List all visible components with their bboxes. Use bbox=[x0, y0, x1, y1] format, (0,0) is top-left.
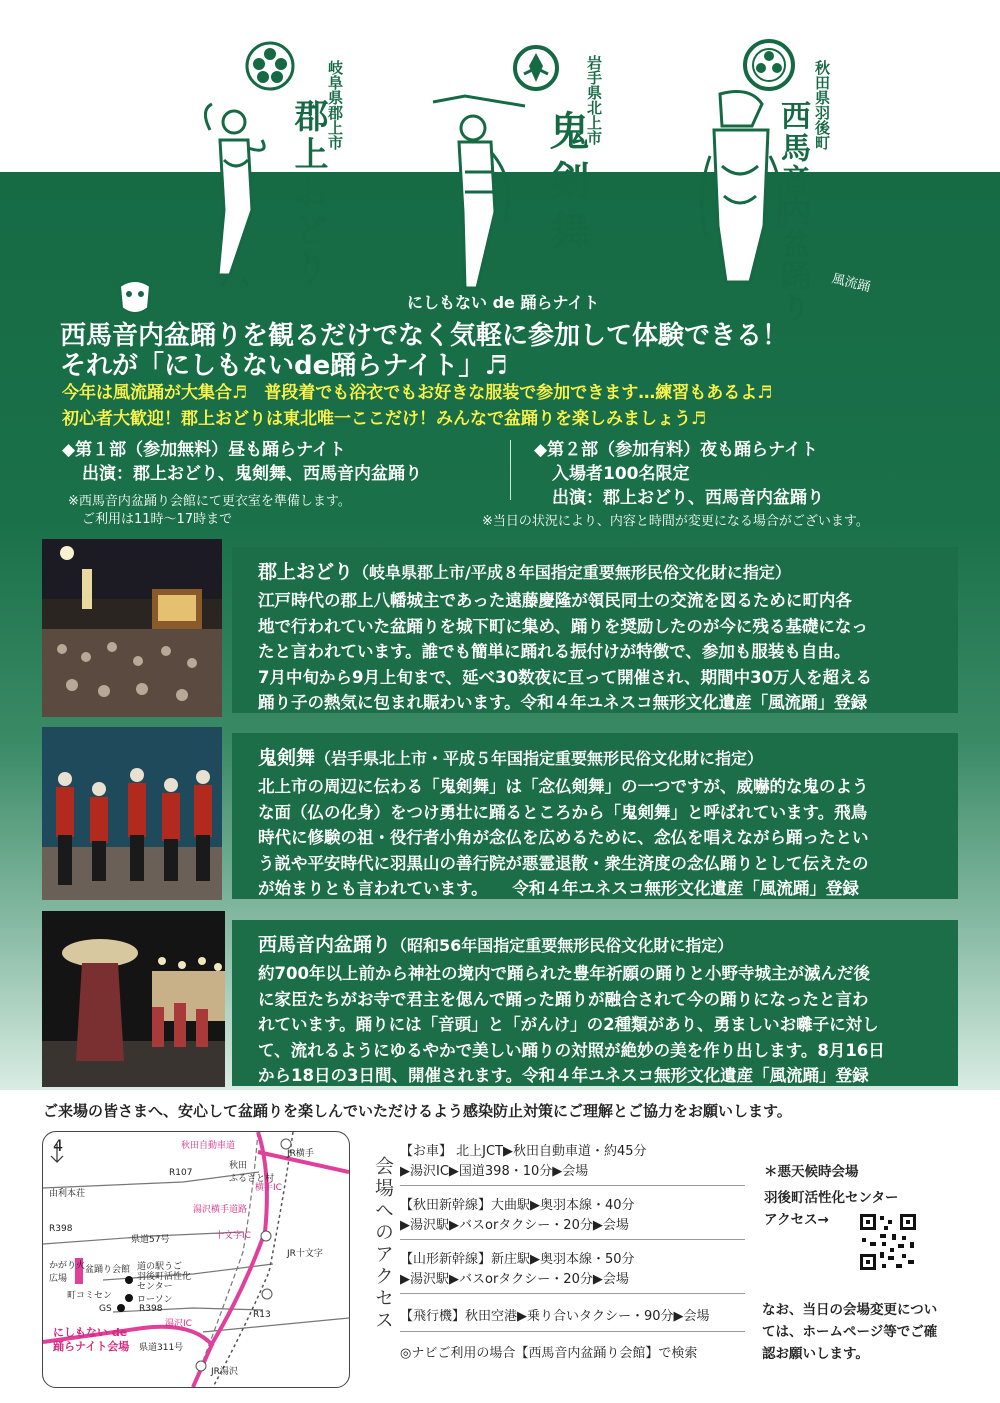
rain-venue-place: 羽後町活性化センター bbox=[764, 1190, 899, 1206]
card-line: 踊り子の熱気に包まれ賑わいます。令和４年ユネスコ無形文化遺産「風流踊」登録 bbox=[258, 693, 868, 712]
map-label-akita-exp: 秋田自動車道 bbox=[181, 1141, 236, 1151]
map-label-bon-kaikan: 盆踊り会館 bbox=[85, 1265, 131, 1275]
headline-line1: 西馬音内盆踊りを観るだけでなく気軽に参加して体験できる！ bbox=[60, 321, 789, 351]
card-title-kenbai bbox=[258, 743, 940, 770]
venue-change-notice-line1: なお、当日の会場変更につい bbox=[762, 1302, 938, 1318]
gujo-dancer-illustration bbox=[190, 100, 280, 290]
map-label-yurihonjo: 由利本荘 bbox=[49, 1189, 86, 1199]
troupe-name-ugo: 西馬音内盆踊り bbox=[775, 100, 810, 324]
card-body-gujo bbox=[258, 588, 940, 716]
card-body-kenbai bbox=[258, 774, 940, 902]
card-line: れています。踊りには「音頭」と「がんけ」の2種類があり、勇ましいお囃子に対し bbox=[258, 1015, 879, 1034]
map-label-venue: にしもない de 踊らナイト会場 bbox=[53, 1326, 130, 1353]
map-label-r107: R107 bbox=[169, 1168, 193, 1178]
map-label-akita-furusato: 秋田 ふるさと村 bbox=[229, 1161, 275, 1184]
troupe-pref-kitakami: 岩手県北上市 bbox=[585, 55, 603, 145]
route-airplane: 【飛行機】秋田空港▶乗り合いタクシー・90分▶会場 bbox=[400, 1309, 710, 1324]
map-label-jr-juumonji: JR十文字 bbox=[287, 1249, 323, 1259]
card-line: 約700年以上前から神社の境内で踊られた豊年祈願の踊りと小野寺城主が滅んだ後 bbox=[258, 964, 870, 983]
nishimonai-bon-odori-photo bbox=[42, 911, 225, 1087]
navi-search-note: ◎ナビご利用の場合【西馬音内盆踊り会館】で検索 bbox=[400, 1346, 698, 1361]
card-line: な面（仏の化身）をつけ勇壮に踊るところから「鬼剣舞」と呼ばれています。飛鳥 bbox=[258, 802, 868, 822]
card-line: 7月中旬から9月上旬まで、延べ30数夜に亘って開催され、期間中30万人を超える bbox=[258, 667, 873, 687]
gujo-odori-card bbox=[232, 547, 958, 713]
infection-prevention-notice: ご来場の皆さまへ、安心して盆踊りを楽しんでいただけるよう感染防止対策にご理解とご協力をお願いします。 bbox=[43, 1102, 792, 1120]
map-label-community: 町コミセン bbox=[67, 1291, 113, 1301]
part1-cast: 出演：郡上おどり、鬼剣舞、西馬音内盆踊り bbox=[82, 464, 422, 484]
access-map bbox=[42, 1131, 350, 1388]
map-north-label: 4 bbox=[53, 1136, 64, 1155]
troupe-name-gujo: 郡上おどり bbox=[288, 98, 328, 288]
card-line: に家臣たちがお寺で君主を偲んで踊った踊りが融合されて今の踊りになったと言わ bbox=[258, 989, 869, 1009]
card-line: う説や平安時代に羽黒山の善行院が悪霊退散・衆生済度の念仏踊りとして伝えたの bbox=[258, 853, 869, 873]
intro-line2: 初心者大歓迎！郡上おどりは東北唯一ここだけ！みんなで盆踊りを楽しみましょう♬ bbox=[62, 409, 707, 429]
map-label-r13: R13 bbox=[253, 1310, 271, 1320]
map-label-r398-bottom: R398 bbox=[139, 1304, 163, 1314]
route-car-line2: ▶湯沢IC▶国道398・10分▶会場 bbox=[400, 1164, 589, 1179]
part2-limit: 入場者100名限定 bbox=[552, 464, 690, 484]
route-akita-shinkansen-line2: ▶湯沢駅▶バスorタクシー・20分▶会場 bbox=[400, 1218, 629, 1233]
qr-code-icon[interactable] bbox=[858, 1212, 918, 1272]
route-yamagata-shinkansen-line1: 【山形新幹線】新庄駅▶奥羽本線・50分 bbox=[400, 1252, 635, 1267]
route-divider bbox=[400, 1331, 745, 1332]
card-title-text: 鬼剣舞 bbox=[258, 747, 316, 769]
map-label-yokote-ic: 横手IC bbox=[255, 1183, 282, 1193]
onikenbai-photo bbox=[42, 727, 222, 900]
card-subtitle: （岐阜県郡上市/平成８年国指定重要無形民俗文化財に指定） bbox=[353, 563, 791, 582]
card-title-text: 郡上おどり bbox=[258, 561, 354, 583]
map-label-michinoeki: 道の駅うご 羽後町活性化 センター bbox=[137, 1262, 192, 1292]
nishimonai-dancer-illustration bbox=[690, 86, 790, 286]
venue-change-notice-line3: 認お願いします。 bbox=[762, 1346, 869, 1362]
nishimonai-card bbox=[232, 920, 958, 1086]
ugo-crest-icon bbox=[742, 38, 796, 92]
event-name-label: にしもない de 踊らナイト bbox=[407, 293, 600, 312]
route-divider bbox=[400, 1293, 745, 1294]
troupe-name-kitakami: 鬼剣舞 bbox=[543, 110, 590, 260]
route-divider bbox=[400, 1239, 745, 1240]
card-title-text: 西馬音内盆踊り bbox=[258, 934, 392, 956]
troupe-pref-gujo: 岐阜県郡上市 bbox=[326, 60, 344, 150]
card-title-gujo bbox=[258, 557, 940, 584]
card-line: 時代に修験の祖・役行者小角が念仏を広めるために、念仏を唱えながら踊ったとい bbox=[258, 828, 869, 847]
card-line: たと言われています。誰でも簡単に踊れる振付けが特徴で、参加も服装も自由。 bbox=[258, 642, 851, 661]
map-label-gs: GS bbox=[99, 1304, 112, 1314]
route-yamagata-shinkansen-line2: ▶湯沢駅▶バスorタクシー・20分▶会場 bbox=[400, 1272, 629, 1287]
kitakami-crest-icon bbox=[512, 44, 560, 92]
kenbai-mask-icon bbox=[114, 276, 156, 318]
headline-line2: それが「にしもないde踊らナイト」♬ bbox=[60, 351, 508, 381]
kenbai-dancer-illustration bbox=[425, 92, 535, 292]
card-line: 江戸時代の郡上八幡城主であった遠藤慶隆が領民同士の交流を図るために町内各 bbox=[258, 591, 852, 610]
venue-change-notice-line2: ては、ホームページ等でご確 bbox=[762, 1324, 938, 1340]
gujo-crest-icon bbox=[244, 40, 296, 92]
card-body-nishimonai bbox=[258, 961, 940, 1089]
rain-venue-access[interactable]: アクセス→ bbox=[764, 1212, 829, 1228]
card-subtitle: （昭和56年国指定重要無形民俗文化財に指定） bbox=[391, 936, 734, 955]
map-label-yuzawa-ic: 湯沢IC bbox=[165, 1319, 192, 1329]
intro-line1: 今年は風流踊が大集合♬ 普段着でも浴衣でもお好きな服装で参加できます…練習もあるよ♬ bbox=[62, 383, 773, 403]
map-label-jr-yuzawa: JR湯沢 bbox=[211, 1367, 238, 1377]
route-akita-shinkansen-line1: 【秋田新幹線】大曲駅▶奥羽本線・40分 bbox=[400, 1198, 635, 1213]
map-label-lawson: ローソン bbox=[137, 1295, 173, 1305]
rain-venue-title: ＊悪天候時会場 bbox=[764, 1164, 859, 1180]
map-label-yuzawa-yokote-road: 湯沢横手道路 bbox=[193, 1205, 248, 1215]
parts-divider bbox=[510, 440, 511, 500]
part2-title: ◆第２部（参加有料）夜も踊らナイト bbox=[534, 440, 818, 460]
card-line: が始まりとも言われています。 令和４年ユネスコ無形文化遺産「風流踊」登録 bbox=[258, 879, 859, 898]
card-title-nishimonai bbox=[258, 930, 940, 957]
map-label-jr-yokote: JR横手 bbox=[287, 1149, 314, 1159]
map-label-kendo57: 県道57号 bbox=[131, 1235, 170, 1245]
part1-note1: ※西馬音内盆踊り会館にて更衣室を準備します。 bbox=[68, 494, 351, 509]
route-divider bbox=[400, 1185, 745, 1186]
map-label-kagaribi: かがり火 広場 bbox=[49, 1261, 86, 1284]
access-title: 会場へのアクセス bbox=[372, 1156, 394, 1332]
card-subtitle: （岩手県北上市・平成５年国指定重要無形民俗文化財に指定） bbox=[315, 749, 764, 768]
part1-title: ◆第１部（参加無料）昼も踊らナイト bbox=[62, 440, 346, 460]
part2-cast: 出演：郡上おどり、西馬音内盆踊り bbox=[552, 488, 824, 508]
part1-note2: ご利用は11時～17時まで bbox=[82, 512, 233, 527]
card-line: 地で行われていた盆踊りを城下町に集め、踊りを奨励したのが今に残る基礎になっ bbox=[258, 616, 868, 636]
part2-note: ※当日の状況により、内容と時間が変更になる場合がございます。 bbox=[482, 514, 869, 529]
route-car-line1: 【お車】 北上JCT▶秋田自動車道・約45分 bbox=[400, 1144, 647, 1159]
onikenbai-card bbox=[232, 733, 958, 899]
fuuryuu-label: 風流踊 bbox=[830, 271, 872, 296]
card-line: て、流れるようにゆるやかで美しい踊りの対照が絶妙の美を作り出します。8月16日 bbox=[258, 1040, 885, 1060]
card-line: 北上市の周辺に伝わる「鬼剣舞」は「念仏剣舞」の一つですが、威嚇的な鬼のよう bbox=[258, 777, 869, 796]
gujo-odori-photo bbox=[42, 539, 222, 717]
troupe-pref-ugo: 秋田県羽後町 bbox=[813, 60, 831, 150]
card-line: から18日の3日間、開催されます。令和４年ユネスコ無形文化遺産「風流踊」登録 bbox=[258, 1066, 869, 1085]
map-label-juumonji-ic: 十文字IC bbox=[215, 1231, 251, 1241]
map-label-r398-top: R398 bbox=[49, 1224, 73, 1234]
map-label-kendo311: 県道311号 bbox=[139, 1343, 184, 1353]
